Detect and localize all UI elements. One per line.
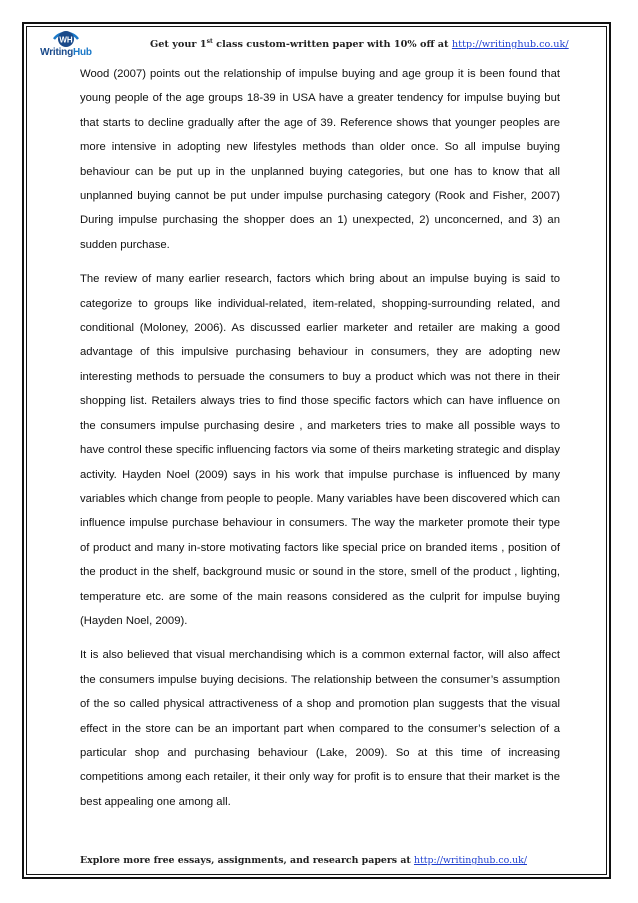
footer-promo [80, 855, 527, 866]
header-promo-suffix: class custom-written paper with 10% off at [212, 39, 452, 51]
writinghub-logo [36, 29, 96, 63]
footer-text: Explore more free essays, assignments, and research papers at [80, 855, 414, 866]
header-promo-prefix: Get your 1 [150, 39, 207, 51]
logo-name-part1: Writing [40, 47, 73, 58]
header-promo-superscript: st [206, 38, 213, 45]
paragraph-2: The review of many earlier research, factors which bring about an impulse buying is said to categorize to groups like individual-related, item-related, shopping-surrounding related, and conditional (Moloney, 2006). As discussed earlier marketer and retailer are making a good advantage of this impulsive purchasing behaviour in consumers, they are adopting new interesting methods to persuade the consumers to buy a product which was not there in their shopping list. Retailers always tries to find those specific factors which can have influence on the consumers impulse purchasing desire , and marketers tries to make all possible ways to have control these specific influencing factors via some of theirs marketing strategic and display activity. Hayden Noel (2009) says in his work that impulse purchase is influenced by many variables which change from people to people. Many variables have been discovered which can influence impulse purchase behaviour in consumers. The way the marketer promote their type of product and many in-store motivating factors like special price on branded items , position of the product in the shelf, background music or sound in the store, smell of the product , lighting, temperature etc. are some of the main reasons considered as the culprit for impulse buying (Hayden Noel, 2009). [80, 273, 560, 627]
paragraph-1: Wood (2007) points out the relationship of impulse buying and age group it is been found that young people of the age groups 18-39 in USA have a greater tendency for impulse buying but that starts to decline gradually after the age of 39. Reference shows that younger peoples are more intensive in adopting new lifestyles methods than older once. So all impulse buying behaviour can be put up in the unplanned buying categories, but one has to know that all unplanned buying cannot be put under impulse purchasing category (Rook and Fisher, 2007) During impulse purchasing the shopper does an 1) unexpected, 2) unconcerned, and 3) an sudden purchase. [80, 68, 560, 251]
logo-name-part2: Hub [73, 47, 92, 58]
paragraph-3: It is also believed that visual merchandising which is a common external factor, will also affect the consumers impulse buying decisions. The relationship between the consumer’s assumption of the so called physical attractiveness of a shop and promotion plan suggests that the visual effect in the store can be an important part when compared to the consumer’s selection of a particular shop and purchasing behaviour (Lake, 2009). So at this time of increasing competitions among each retailer, it their only way for profit is to ensure that their market is the best appealing one among all. [80, 649, 560, 808]
document-body [80, 62, 560, 814]
footer-link[interactable]: http://writinghub.co.uk/ [413, 855, 527, 866]
logo-emblem-icon [36, 29, 96, 49]
header-link[interactable]: http://writinghub.co.uk/ [451, 39, 569, 51]
logo-wordmark [36, 47, 96, 58]
header-promo [150, 38, 569, 50]
logo-emblem-text: WH [59, 35, 73, 45]
